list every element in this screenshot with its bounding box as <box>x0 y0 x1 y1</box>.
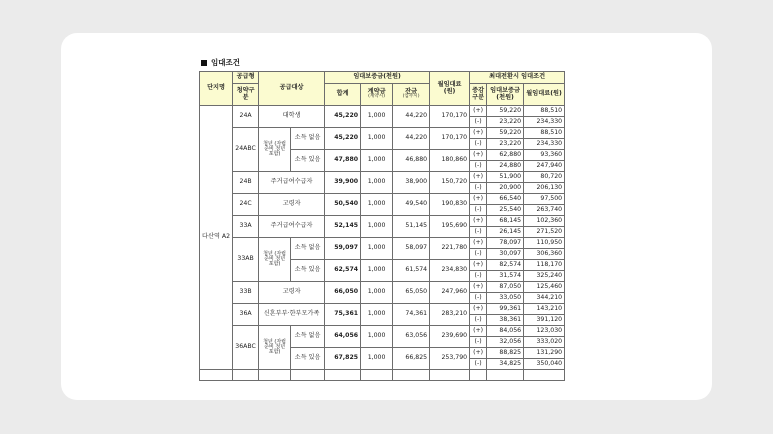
conv-deposit-cell: 66,540 <box>487 194 524 205</box>
table-row <box>200 282 565 293</box>
square-bullet-icon <box>201 60 207 66</box>
income-cell: 소득 있음 <box>291 348 325 370</box>
conv-rent-cell: 123,030 <box>524 326 565 337</box>
danji-name-cell: 다산역 A2 <box>200 106 233 370</box>
monthly-rent-cell: 190,830 <box>430 194 470 216</box>
increase-cell: (+) <box>470 260 487 271</box>
supply-type-cell: 33B <box>233 282 259 304</box>
contract-cell: 1,000 <box>361 150 393 172</box>
balance-cell: 49,540 <box>393 194 430 216</box>
table-row <box>200 128 565 139</box>
col-conv-rent: 월임대료(원) <box>524 84 565 106</box>
conv-deposit-cell: 20,900 <box>487 183 524 194</box>
col-supply-type: 공급형 <box>233 72 259 84</box>
conv-rent-cell: 350,040 <box>524 359 565 370</box>
supply-target-cell: 신혼부부·한부모가족 <box>259 304 325 326</box>
increase-cell: (+) <box>470 194 487 205</box>
monthly-rent-cell: 170,170 <box>430 106 470 128</box>
balance-cell: 61,574 <box>393 260 430 282</box>
balance-cell: 74,361 <box>393 304 430 326</box>
decrease-cell: (-) <box>470 183 487 194</box>
increase-cell: (+) <box>470 348 487 359</box>
youth-label-cell: 청년 (자립준비 청년 포함) <box>259 128 291 172</box>
income-cell: 소득 없음 <box>291 326 325 348</box>
total-cell: 62,574 <box>325 260 361 282</box>
supply-type-cell: 24B <box>233 172 259 194</box>
conv-rent-cell: 131,290 <box>524 348 565 359</box>
conv-rent-cell: 143,210 <box>524 304 565 315</box>
monthly-rent-cell: 195,690 <box>430 216 470 238</box>
monthly-rent-cell: 247,960 <box>430 282 470 304</box>
supply-target-cell: 고령자 <box>259 282 325 304</box>
conv-rent-cell: 391,120 <box>524 315 565 326</box>
contract-cell: 1,000 <box>361 326 393 348</box>
empty-cell <box>259 370 291 381</box>
empty-cell <box>470 370 487 381</box>
conv-deposit-cell: 59,220 <box>487 128 524 139</box>
increase-cell: (+) <box>470 326 487 337</box>
conv-deposit-cell: 51,900 <box>487 172 524 183</box>
increase-cell: (+) <box>470 172 487 183</box>
increase-cell: (+) <box>470 304 487 315</box>
decrease-cell: (-) <box>470 359 487 370</box>
balance-cell: 65,050 <box>393 282 430 304</box>
col-monthly-rent: 월임대료(원) <box>430 72 470 106</box>
total-cell: 52,145 <box>325 216 361 238</box>
balance-cell: 38,900 <box>393 172 430 194</box>
monthly-rent-cell: 253,790 <box>430 348 470 370</box>
increase-cell: (+) <box>470 216 487 227</box>
col-deposit-group: 임대보증금(천원) <box>325 72 430 84</box>
supply-type-cell: 24C <box>233 194 259 216</box>
balance-cell: 51,145 <box>393 216 430 238</box>
table-row <box>200 216 565 227</box>
decrease-cell: (-) <box>470 161 487 172</box>
income-cell: 소득 있음 <box>291 150 325 172</box>
conv-deposit-cell: 25,540 <box>487 205 524 216</box>
supply-type-cell: 33AB <box>233 238 259 282</box>
supply-target-cell: 주거급여수급자 <box>259 216 325 238</box>
conv-rent-cell: 110,950 <box>524 238 565 249</box>
conv-deposit-cell: 84,056 <box>487 326 524 337</box>
monthly-rent-cell: 283,210 <box>430 304 470 326</box>
conv-deposit-cell: 78,097 <box>487 238 524 249</box>
empty-cell <box>524 370 565 381</box>
conv-rent-cell: 88,510 <box>524 106 565 117</box>
balance-cell: 63,056 <box>393 326 430 348</box>
contract-cell: 1,000 <box>361 106 393 128</box>
balance-label: 잔금 <box>405 87 418 95</box>
monthly-rent-cell: 221,780 <box>430 238 470 260</box>
conv-rent-cell: 97,500 <box>524 194 565 205</box>
conv-rent-cell: 263,740 <box>524 205 565 216</box>
decrease-cell: (-) <box>470 293 487 304</box>
col-max-conversion: 최대전환시 임대조건 <box>470 72 565 84</box>
supply-type-cell: 33A <box>233 216 259 238</box>
conv-deposit-cell: 68,145 <box>487 216 524 227</box>
conv-rent-cell: 118,170 <box>524 260 565 271</box>
monthly-rent-cell: 239,690 <box>430 326 470 348</box>
table-row <box>200 106 565 117</box>
conv-rent-cell: 80,720 <box>524 172 565 183</box>
conv-rent-cell: 271,520 <box>524 227 565 238</box>
balance-cell: 44,220 <box>393 106 430 128</box>
col-cheongyak: 청약구분 <box>233 84 259 106</box>
conv-deposit-cell: 62,880 <box>487 150 524 161</box>
conv-rent-cell: 234,330 <box>524 139 565 150</box>
conv-deposit-cell: 33,050 <box>487 293 524 304</box>
monthly-rent-cell: 234,830 <box>430 260 470 282</box>
conv-deposit-cell: 34,825 <box>487 359 524 370</box>
empty-cell <box>200 370 233 381</box>
document-card <box>61 33 712 400</box>
balance-cell: 66,825 <box>393 348 430 370</box>
total-cell: 59,097 <box>325 238 361 260</box>
conv-rent-cell: 206,130 <box>524 183 565 194</box>
total-cell: 64,056 <box>325 326 361 348</box>
increase-cell: (+) <box>470 238 487 249</box>
contract-cell: 1,000 <box>361 172 393 194</box>
col-inc-dec: 증감구분 <box>470 84 487 106</box>
conv-deposit-cell: 88,825 <box>487 348 524 359</box>
contract-cell: 1,000 <box>361 260 393 282</box>
increase-cell: (+) <box>470 106 487 117</box>
conv-deposit-cell: 99,361 <box>487 304 524 315</box>
conv-deposit-cell: 82,574 <box>487 260 524 271</box>
total-cell: 66,050 <box>325 282 361 304</box>
balance-cell: 58,097 <box>393 238 430 260</box>
supply-type-cell: 24ABC <box>233 128 259 172</box>
youth-label-cell: 청년 (자립준비 청년 포함) <box>259 238 291 282</box>
total-cell: 45,220 <box>325 106 361 128</box>
conv-rent-cell: 102,360 <box>524 216 565 227</box>
contract-cell: 1,000 <box>361 128 393 150</box>
total-cell: 39,900 <box>325 172 361 194</box>
monthly-rent-cell: 180,860 <box>430 150 470 172</box>
decrease-cell: (-) <box>470 227 487 238</box>
col-total: 합계 <box>325 84 361 106</box>
increase-cell: (+) <box>470 128 487 139</box>
decrease-cell: (-) <box>470 117 487 128</box>
conv-deposit-cell: 32,056 <box>487 337 524 348</box>
supply-type-cell: 36A <box>233 304 259 326</box>
income-cell: 소득 있음 <box>291 260 325 282</box>
col-supply-target: 공급대상 <box>259 72 325 106</box>
income-cell: 소득 없음 <box>291 238 325 260</box>
increase-cell: (+) <box>470 282 487 293</box>
empty-cell <box>325 370 361 381</box>
decrease-cell: (-) <box>470 337 487 348</box>
total-cell: 50,540 <box>325 194 361 216</box>
conv-rent-cell: 88,510 <box>524 128 565 139</box>
balance-cell: 46,880 <box>393 150 430 172</box>
conv-deposit-cell: 30,097 <box>487 249 524 260</box>
col-contract <box>361 84 393 106</box>
decrease-cell: (-) <box>470 249 487 260</box>
empty-cell <box>487 370 524 381</box>
supply-type-cell: 36ABC <box>233 326 259 370</box>
conv-deposit-cell: 24,880 <box>487 161 524 172</box>
contract-sub: (계약시) <box>368 94 386 100</box>
decrease-cell: (-) <box>470 315 487 326</box>
conv-deposit-cell: 31,574 <box>487 271 524 282</box>
contract-cell: 1,000 <box>361 282 393 304</box>
monthly-rent-cell: 150,720 <box>430 172 470 194</box>
contract-cell: 1,000 <box>361 216 393 238</box>
contract-cell: 1,000 <box>361 304 393 326</box>
youth-label-cell: 청년 (자립준비 청년 포함) <box>259 326 291 370</box>
rental-conditions-table <box>199 71 565 381</box>
total-cell: 45,220 <box>325 128 361 150</box>
balance-sub: (입주시) <box>402 94 420 100</box>
supply-target-cell: 주거급여수급자 <box>259 172 325 194</box>
table-row <box>200 304 565 315</box>
table-row <box>200 194 565 205</box>
conv-rent-cell: 344,210 <box>524 293 565 304</box>
empty-cell <box>393 370 430 381</box>
conv-deposit-cell: 87,050 <box>487 282 524 293</box>
conv-rent-cell: 333,020 <box>524 337 565 348</box>
supply-target-cell: 고령자 <box>259 194 325 216</box>
conv-deposit-cell: 38,361 <box>487 315 524 326</box>
conv-rent-cell: 306,360 <box>524 249 565 260</box>
col-danji: 단지명 <box>200 72 233 106</box>
table-row <box>200 172 565 183</box>
conv-deposit-cell: 59,220 <box>487 106 524 117</box>
conv-rent-cell: 325,240 <box>524 271 565 282</box>
empty-cell <box>361 370 393 381</box>
supply-target-cell: 대학생 <box>259 106 325 128</box>
increase-cell: (+) <box>470 150 487 161</box>
decrease-cell: (-) <box>470 139 487 150</box>
table-row-cutoff <box>200 370 565 381</box>
conv-rent-cell: 234,330 <box>524 117 565 128</box>
total-cell: 75,361 <box>325 304 361 326</box>
empty-cell <box>430 370 470 381</box>
monthly-rent-cell: 170,170 <box>430 128 470 150</box>
conv-deposit-cell: 23,220 <box>487 117 524 128</box>
total-cell: 67,825 <box>325 348 361 370</box>
conv-rent-cell: 93,360 <box>524 150 565 161</box>
decrease-cell: (-) <box>470 205 487 216</box>
balance-cell: 44,220 <box>393 128 430 150</box>
conv-rent-cell: 125,460 <box>524 282 565 293</box>
contract-cell: 1,000 <box>361 238 393 260</box>
col-balance <box>393 84 430 106</box>
total-cell: 47,880 <box>325 150 361 172</box>
empty-cell <box>291 370 325 381</box>
table-row <box>200 326 565 337</box>
section-heading <box>201 57 240 68</box>
contract-cell: 1,000 <box>361 348 393 370</box>
decrease-cell: (-) <box>470 271 487 282</box>
section-title: 임대조건 <box>211 58 240 67</box>
conv-deposit-cell: 26,145 <box>487 227 524 238</box>
contract-label: 계약금 <box>367 87 386 95</box>
col-conv-deposit: 임대보증금(천원) <box>487 84 524 106</box>
conv-deposit-cell: 23,220 <box>487 139 524 150</box>
income-cell: 소득 없음 <box>291 128 325 150</box>
table-row <box>200 238 565 249</box>
conv-rent-cell: 247,940 <box>524 161 565 172</box>
empty-cell <box>233 370 259 381</box>
contract-cell: 1,000 <box>361 194 393 216</box>
supply-type-cell: 24A <box>233 106 259 128</box>
